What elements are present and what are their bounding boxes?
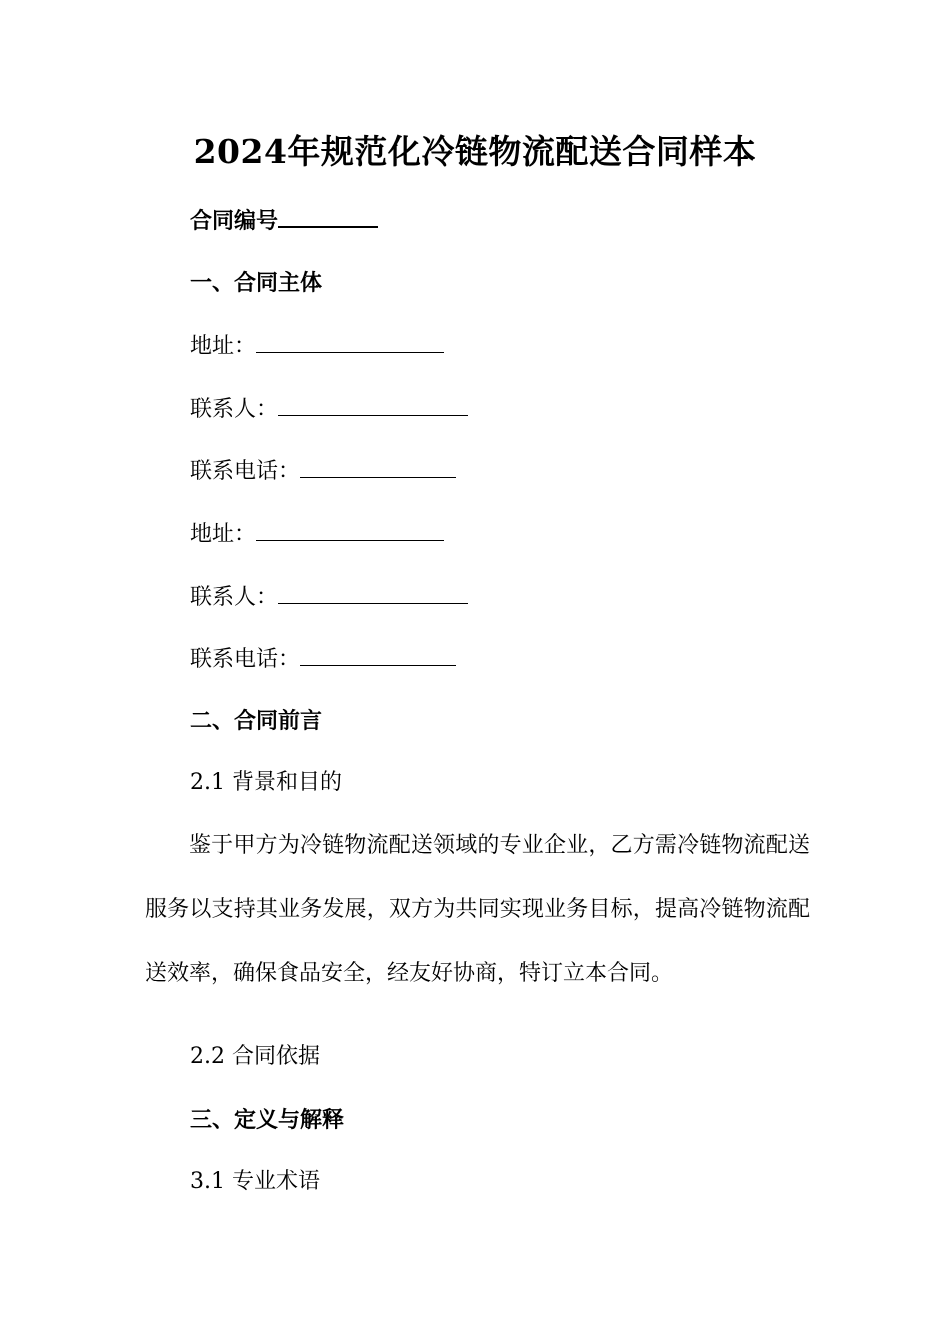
contract-number-line <box>190 204 378 236</box>
party-a-address-line <box>190 330 444 362</box>
party-b-contact-blank[interactable] <box>278 581 468 604</box>
party-b-contact-label: 联系人： <box>190 585 279 610</box>
party-b-contact-line <box>190 581 468 613</box>
party-b-address-line <box>190 518 444 550</box>
party-b-phone-blank[interactable] <box>300 643 456 666</box>
party-a-address-label: 地址： <box>190 334 257 359</box>
party-b-address-label: 地址： <box>190 522 257 547</box>
contract-number-label: 合同编号 <box>190 208 279 234</box>
clause-2-1-heading: 2.1 背景和目的 <box>190 770 342 795</box>
document-title: 2024年规范化冷链物流配送合同样本 <box>193 132 757 171</box>
section-2-heading: 二、合同前言 <box>190 708 323 734</box>
section-3-heading: 三、定义与解释 <box>190 1107 345 1133</box>
party-a-address-blank[interactable] <box>256 330 444 353</box>
section-1-heading: 一、合同主体 <box>190 270 323 296</box>
party-a-contact-label: 联系人： <box>190 397 279 422</box>
clause-2-1-paragraph: 鉴于甲方为冷链物流配送领域的专业企业，乙方需冷链物流配送服务以支持其业务发展，双方为共同实现业务目标，提高冷链物流配送效率，确保食品安全，经友好协商，特订立本合同。 <box>145 833 810 986</box>
contract-number-blank[interactable] <box>278 204 378 228</box>
clause-3-1-heading: 3.1 专业术语 <box>190 1169 320 1194</box>
party-a-phone-blank[interactable] <box>300 455 456 478</box>
party-a-phone-line <box>190 455 456 487</box>
party-b-phone-line <box>190 643 456 675</box>
clause-2-2-heading: 2.2 合同依据 <box>190 1044 320 1069</box>
party-b-phone-label: 联系电话： <box>190 647 301 672</box>
party-b-address-blank[interactable] <box>256 518 444 541</box>
party-a-contact-blank[interactable] <box>278 393 468 416</box>
party-a-phone-label: 联系电话： <box>190 459 301 484</box>
party-a-contact-line <box>190 393 468 425</box>
